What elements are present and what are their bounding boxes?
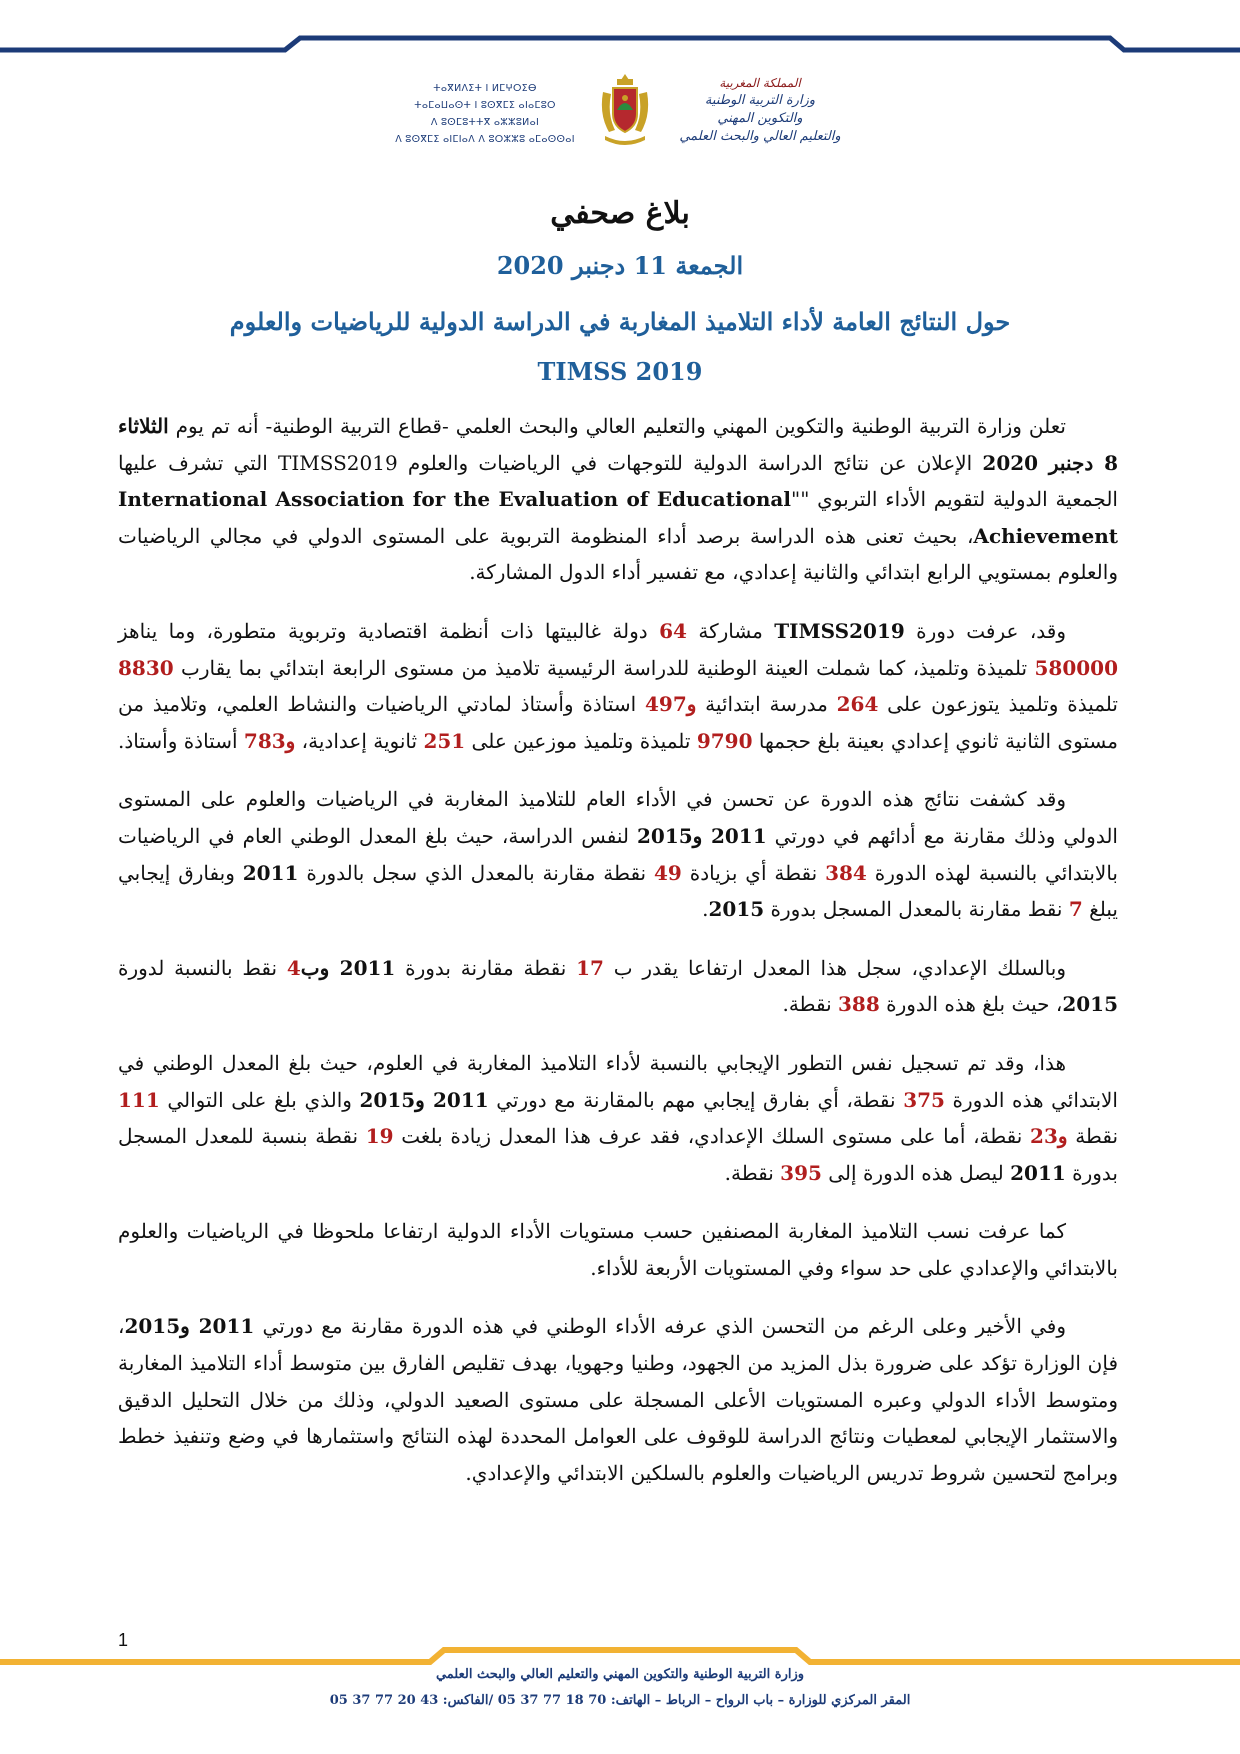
figure-math-middle: 388 bbox=[838, 992, 880, 1017]
text: ، بحيث تعنى هذه الدراسة برصد أداء المنظومة التربوية على المستوى الدولي في مجالي الرياضيات والعلوم بمستويي الرابع ابتدائي والثانية إعدادي، مع تفسير أداء الدول المشاركة. bbox=[118, 523, 1118, 585]
figure-middle-schools: 251 bbox=[423, 728, 466, 753]
letterhead bbox=[0, 70, 1240, 160]
year: 2011 bbox=[1010, 1160, 1066, 1185]
header-rule bbox=[0, 0, 1240, 70]
text: نقطة. bbox=[782, 992, 838, 1017]
study-name: TIMSS 2019 bbox=[537, 357, 703, 386]
page-number: 1 bbox=[118, 1630, 129, 1650]
text: . bbox=[702, 897, 709, 922]
text: مدرسة ابتدائية bbox=[696, 692, 837, 717]
cycle-years: 2011 و2015 bbox=[124, 1314, 255, 1339]
figure-gap: 7 bbox=[1068, 897, 1083, 922]
text: نقطة bbox=[1067, 1124, 1119, 1149]
footer-ministry: وزارة التربية الوطنية والتكوين المهني والتعليم العالي والبحث العلمي bbox=[435, 1667, 805, 1682]
text: ثانوية إعدادية، bbox=[295, 728, 424, 753]
text: وبالسلك الإعدادي، سجل هذا المعدل ارتفاعا يقدر ب bbox=[603, 955, 1066, 980]
paragraph-7 bbox=[118, 1308, 1118, 1491]
text: أستاذة وأستاذ. bbox=[117, 728, 244, 753]
figure-gap: 111 bbox=[118, 1087, 160, 1112]
arabic-line: وزارة التربية الوطنية bbox=[704, 93, 816, 108]
figure-increase: 19 bbox=[365, 1124, 394, 1149]
year: 2011 bbox=[242, 860, 299, 885]
text: لنفس الدراسة، حيث بلغ المعدل الوطني العام في الرياضيات بالابتدائي بالنسبة لهذه الدورة bbox=[118, 823, 1118, 885]
text: ، حيث بلغ هذه الدورة bbox=[879, 992, 1063, 1017]
figure-science-primary: 375 bbox=[903, 1087, 945, 1112]
figure-gap: و23 bbox=[1030, 1124, 1068, 1149]
cycle-years: 2011 و2015 bbox=[637, 823, 767, 848]
text: نقطة مقارنة بالمعدل الذي سجل بالدورة bbox=[298, 860, 655, 885]
text: هذا، وقد تم تسجيل نفس التطور الإيجابي بالنسبة لأداء التلاميذ المغاربة في العلوم، حيث بلغ المعدل الوطني في الابتدائي هذه الدورة bbox=[118, 1050, 1118, 1112]
press-release-title: بلاغ صحفي bbox=[550, 196, 690, 231]
press-release-body bbox=[118, 408, 1118, 1513]
paragraph-2 bbox=[118, 613, 1118, 759]
text: تلميذة وتلميذ، كما شملت العينة الوطنية للدراسة الرئيسية تلاميذ من مستوى الرابعة ابتدائي بما يقارب bbox=[173, 655, 1035, 680]
tifinagh-ministry-name bbox=[380, 80, 590, 148]
paragraph-5 bbox=[118, 1045, 1118, 1191]
text: وب bbox=[300, 955, 340, 980]
text: تعلن وزارة التربية الوطنية والتكوين المهني والتعليم العالي والبحث العلمي -قطاع التربية الوطنية- أنه تم يوم bbox=[168, 414, 1066, 438]
figure-increase: 17 bbox=[576, 955, 604, 980]
text: نقطة بنسبة للمعدل المسجل بدورة bbox=[118, 1124, 1118, 1185]
iea-name: International Association for the Evaluation of Educational Achievement bbox=[118, 487, 1118, 548]
release-subject: حول النتائج العامة لأداء التلاميذ المغاربة في الدراسة الدولية للرياضيات والعلوم bbox=[229, 307, 1011, 336]
arabic-line: والتعليم العالي والبحث العلمي bbox=[679, 129, 841, 144]
text: استاذة وأستاذ لمادتي الرياضيات والنشاط العلمي، وتلاميذ من مستوى الثانية ثانوي إعدادي بعينة بلغ حجمها bbox=[118, 692, 1118, 753]
year: 2015 bbox=[1062, 992, 1118, 1017]
figure-gap: 4 bbox=[286, 955, 301, 980]
text: تلميذة وتلميذ موزعين على bbox=[465, 728, 697, 753]
figure-math-primary: 384 bbox=[825, 860, 867, 885]
tifinagh-line: ⴷ ⵓⵙⵎⵓⵜⵜⴳ ⴰⵣⵣⵓⵍⴰⵏ bbox=[430, 117, 540, 128]
paragraph-3 bbox=[118, 781, 1118, 927]
study-emphasis: TIMSS2019 bbox=[774, 618, 905, 643]
arabic-ministry-name bbox=[660, 74, 860, 146]
arabic-line: والتكوين المهني bbox=[717, 111, 803, 126]
footer-address: المقر المركزي للوزارة – باب الرواح – الرباط – الهاتف: 70 18 77 37 05 /الفاكس: 43 20 77 37 05 bbox=[329, 1693, 911, 1708]
cycle-years: 2011 و2015 bbox=[359, 1087, 489, 1112]
figure-countries: 64 bbox=[659, 618, 687, 643]
paragraph-6: كما عرفت نسب التلاميذ المغاربة المصنفين حسب مستويات الأداء الدولية ارتفاعا ملحوظا في الرياضيات والعلوم بالابتدائي والإعدادي على حد سواء وفي المستويات الأربعة للأداء. bbox=[118, 1219, 1118, 1280]
figure-primary-sample: 8830 bbox=[118, 655, 174, 680]
footer bbox=[0, 1662, 1240, 1714]
text: مشاركة bbox=[686, 618, 775, 643]
paragraph-1 bbox=[118, 408, 1118, 591]
figure-middle-teachers: و783 bbox=[243, 728, 296, 753]
arabic-line: المملكة المغربية bbox=[719, 76, 801, 90]
text: وقد كشفت نتائج هذه الدورة عن تحسن في الأداء العام للتلاميذ المغاربة في الرياضيات والعلوم على المستوى الدولي وذلك مقارنة مع أدائهم في دورتي bbox=[118, 787, 1118, 848]
text: ، فإن الوزارة تؤكد على ضرورة بذل المزيد من الجهود، وطنيا وجهويا، بهدف تقليص الفارق بين متوسط أداء التلاميذ المغاربة ومتوسط الأداء الدولي وعبره المستويات الأعلى المسجلة على مستوى الصعيد الدولي، وذلك من خلال التحليل الدقيق والاستثمار الإيجابي لمعطيات ونتائج الدراسة للوقوف على العوامل المحددة لهذه النتائج واستثمارها في وضع وتنفيذ خطط وبرامج لتحسين شروط تدريس الرياضيات والعلوم بالسلكين الابتدائي والإعدادي. bbox=[118, 1314, 1118, 1485]
tifinagh-line: ⵜⴰⴳⵍⴷⵉⵜ ⵏ ⵍⵎⵖⵔⵉⴱ bbox=[433, 83, 537, 94]
text: دولة غالبيتها ذات أنظمة اقتصادية وتربوية متطورة، وما يناهز bbox=[118, 618, 660, 643]
figure-science-middle: 395 bbox=[780, 1160, 822, 1185]
year: 2011 bbox=[339, 955, 396, 980]
title-block bbox=[0, 190, 1240, 394]
text: ليصل هذه الدورة إلى bbox=[821, 1160, 1011, 1185]
text: نقطة، أي بفارق إيجابي مهم بالمقارنة مع دورتي bbox=[488, 1087, 904, 1112]
figure-middle-sample: 9790 bbox=[696, 728, 753, 753]
text: وبفارق إيجابي يبلغ bbox=[118, 860, 1118, 922]
text: وقد، عرفت دورة bbox=[904, 618, 1066, 643]
year: 2015 bbox=[708, 897, 765, 922]
release-date: الجمعة 11 دجنبر 2020 bbox=[496, 251, 744, 280]
text: نقطة أي بزيادة bbox=[681, 860, 826, 885]
figure-pupils: 580000 bbox=[1034, 655, 1118, 680]
text: نقطة مقارنة بدورة bbox=[395, 955, 577, 980]
text: نقطة. bbox=[724, 1160, 781, 1185]
text: نقط بالنسبة لدورة bbox=[118, 955, 287, 980]
text: وفي الأخير وعلى الرغم من التحسن الذي عرفه الأداء الوطني في هذه الدورة مقارنة مع دورتي bbox=[254, 1314, 1066, 1339]
text: نقط مقارنة بالمعدل المسجل بدورة bbox=[764, 897, 1069, 922]
text: الإعلان عن نتائج الدراسة الدولية للتوجهات في الرياضيات والعلوم TIMSS2019 التي تشرف عليها الجمعية الدولية لتقويم الأداء التربوي "" bbox=[118, 450, 1118, 512]
tifinagh-line: ⵜⴰⵎⴰⵡⴰⵙⵜ ⵏ ⵓⵙⴳⵎⵉ ⴰⵏⴰⵎⵓⵔ bbox=[414, 100, 556, 111]
figure-primary-teachers: و497 bbox=[644, 692, 697, 717]
paragraph-4 bbox=[118, 950, 1118, 1023]
tifinagh-line: ⴷ ⵓⵙⴳⵎⵉ ⴰⵏⵎⵏⴰⴷ ⴷ ⵓⵔⵣⵣⵓ ⴰⵎⴰⵙⵙⴰⵏ bbox=[395, 134, 575, 145]
coat-of-arms-icon bbox=[595, 70, 655, 150]
figure-increase: 49 bbox=[654, 860, 682, 885]
date-emphasis: الثلاثاء 8 دجنبر 2020 bbox=[118, 414, 1118, 475]
text: تلميذة وتلميذ يتوزعون على bbox=[878, 692, 1118, 717]
figure-schools: 264 bbox=[836, 692, 879, 717]
text: نقطة، أما على مستوى السلك الإعدادي، فقد عرف هذا المعدل زيادة بلغت bbox=[393, 1124, 1031, 1149]
text: والذي بلغ على التوالي bbox=[159, 1087, 360, 1112]
